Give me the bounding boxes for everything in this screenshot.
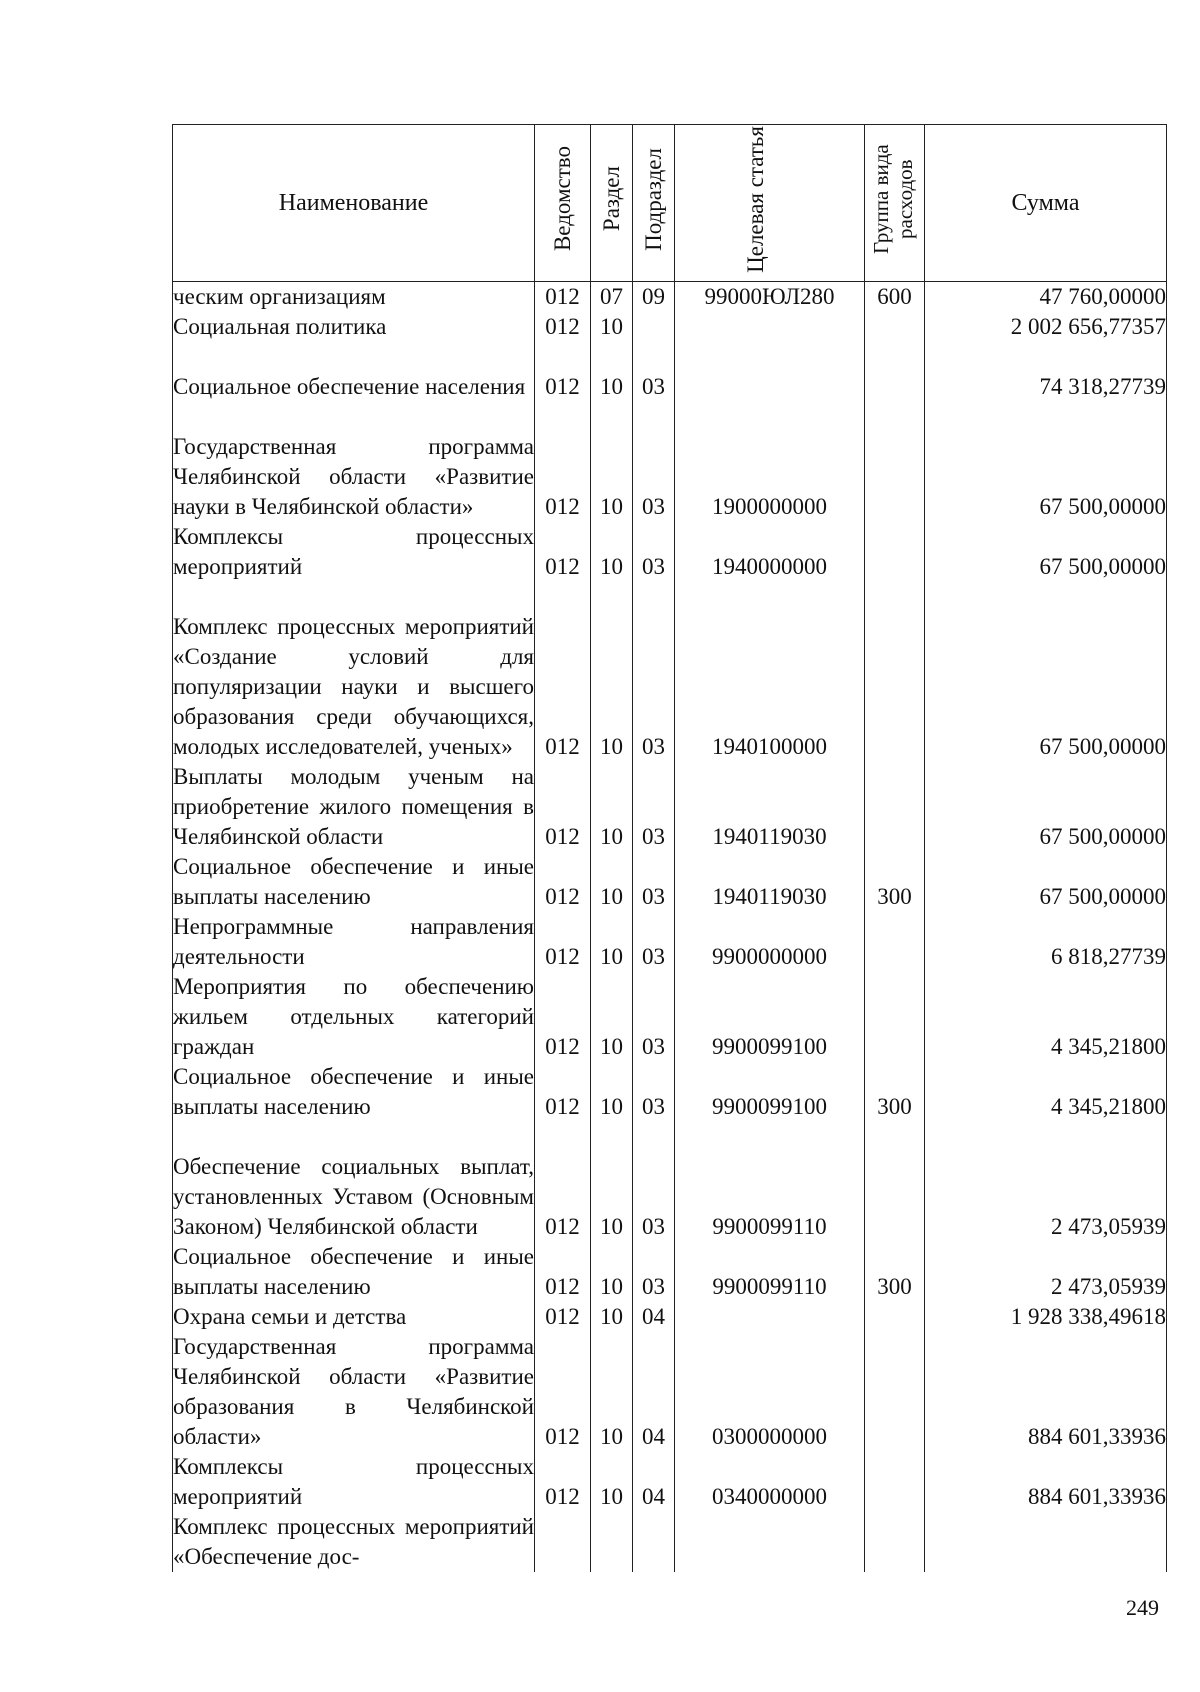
row-name-cell: Комплекс процессных мероприятий «Обеспечение дос- bbox=[173, 1512, 535, 1572]
row-celevaya-cell: 9900000000 bbox=[675, 912, 865, 972]
row-razdel-cell bbox=[591, 1512, 633, 1572]
row-vedomstvo-cell: 012 bbox=[535, 582, 591, 762]
row-podrazdel-cell: 04 bbox=[633, 1302, 675, 1332]
table-row bbox=[173, 522, 1167, 582]
row-razdel-cell: 10 bbox=[591, 1302, 633, 1332]
row-podrazdel-cell: 03 bbox=[633, 852, 675, 912]
table-row bbox=[173, 1332, 1167, 1452]
row-razdel-cell: 10 bbox=[591, 312, 633, 342]
row-razdel-cell: 10 bbox=[591, 912, 633, 972]
row-razdel-cell: 10 bbox=[591, 582, 633, 762]
header-name: Наименование bbox=[173, 125, 535, 282]
row-razdel-cell: 10 bbox=[591, 522, 633, 582]
row-podrazdel-cell: 03 bbox=[633, 582, 675, 762]
row-vedomstvo-cell: 012 bbox=[535, 282, 591, 313]
table-row bbox=[173, 312, 1167, 342]
header-summa: Сумма bbox=[925, 125, 1167, 282]
row-celevaya-cell bbox=[675, 1512, 865, 1572]
row-razdel-cell: 10 bbox=[591, 1332, 633, 1452]
row-celevaya-cell: 1940119030 bbox=[675, 852, 865, 912]
row-summa-cell: 47 760,00000 bbox=[925, 282, 1167, 313]
row-podrazdel-cell: 03 bbox=[633, 342, 675, 402]
table-body bbox=[173, 282, 1167, 1573]
header-gruppa-vida-raskhodov: Группа вида расходов bbox=[865, 125, 925, 282]
row-summa-cell: 74 318,27739 bbox=[925, 342, 1167, 402]
row-name-cell: Государственная программа Челябинской области «Развитие науки в Челябинской области» bbox=[173, 402, 535, 522]
row-gruppa-cell bbox=[865, 1302, 925, 1332]
row-vedomstvo-cell bbox=[535, 1512, 591, 1572]
row-celevaya-cell: 9900099110 bbox=[675, 1122, 865, 1242]
table-row bbox=[173, 852, 1167, 912]
row-name-cell: Выплаты молодым ученым на приобретение жилого помещения в Челябинской области bbox=[173, 762, 535, 852]
table-row bbox=[173, 1452, 1167, 1512]
row-summa-cell: 67 500,00000 bbox=[925, 402, 1167, 522]
row-gruppa-cell bbox=[865, 342, 925, 402]
row-summa-cell: 67 500,00000 bbox=[925, 522, 1167, 582]
row-vedomstvo-cell: 012 bbox=[535, 852, 591, 912]
row-vedomstvo-cell: 012 bbox=[535, 1302, 591, 1332]
row-celevaya-cell: 1940000000 bbox=[675, 522, 865, 582]
row-vedomstvo-cell: 012 bbox=[535, 1062, 591, 1122]
row-vedomstvo-cell: 012 bbox=[535, 912, 591, 972]
row-gruppa-cell bbox=[865, 522, 925, 582]
row-summa-cell bbox=[925, 1512, 1167, 1572]
row-celevaya-cell: 99000ЮЛ280 bbox=[675, 282, 865, 313]
row-gruppa-cell bbox=[865, 402, 925, 522]
table-row bbox=[173, 762, 1167, 852]
row-vedomstvo-cell: 012 bbox=[535, 312, 591, 342]
row-vedomstvo-cell: 012 bbox=[535, 342, 591, 402]
header-vedomstvo: Ведомство bbox=[535, 125, 591, 282]
row-vedomstvo-cell: 012 bbox=[535, 1242, 591, 1302]
row-gruppa-cell bbox=[865, 1512, 925, 1572]
budget-table bbox=[172, 124, 1167, 1572]
row-celevaya-cell: 1940119030 bbox=[675, 762, 865, 852]
row-name-cell: Социальное обеспечение и иные выплаты населению bbox=[173, 1242, 535, 1302]
table-row bbox=[173, 582, 1167, 762]
row-name-cell: Обеспечение социальных выплат, установленных Уставом (Основным Законом) Челябинской области bbox=[173, 1122, 535, 1242]
row-celevaya-cell: 9900099100 bbox=[675, 1062, 865, 1122]
row-name-cell: ческим организациям bbox=[173, 282, 535, 313]
row-gruppa-cell bbox=[865, 312, 925, 342]
row-summa-cell: 2 473,05939 bbox=[925, 1122, 1167, 1242]
row-name-cell: Охрана семьи и детства bbox=[173, 1302, 535, 1332]
row-name-cell: Комплекс процессных мероприятий «Создание условий для популяризации науки и высшего образования среди обучающихся, молодых исследователей, ученых» bbox=[173, 582, 535, 762]
row-podrazdel-cell: 03 bbox=[633, 912, 675, 972]
row-name-cell: Комплексы процессных мероприятий bbox=[173, 1452, 535, 1512]
row-podrazdel-cell: 09 bbox=[633, 282, 675, 313]
row-podrazdel-cell: 04 bbox=[633, 1452, 675, 1512]
table-row bbox=[173, 1242, 1167, 1302]
row-celevaya-cell: 0340000000 bbox=[675, 1452, 865, 1512]
row-gruppa-cell bbox=[865, 762, 925, 852]
row-gruppa-cell bbox=[865, 1452, 925, 1512]
row-summa-cell: 4 345,21800 bbox=[925, 1062, 1167, 1122]
row-podrazdel-cell: 03 bbox=[633, 1122, 675, 1242]
row-summa-cell: 67 500,00000 bbox=[925, 582, 1167, 762]
row-gruppa-cell bbox=[865, 912, 925, 972]
row-celevaya-cell: 9900099100 bbox=[675, 972, 865, 1062]
row-celevaya-cell: 9900099110 bbox=[675, 1242, 865, 1302]
row-podrazdel-cell bbox=[633, 312, 675, 342]
row-gruppa-cell: 300 bbox=[865, 1242, 925, 1302]
row-vedomstvo-cell: 012 bbox=[535, 972, 591, 1062]
row-razdel-cell: 10 bbox=[591, 1062, 633, 1122]
row-vedomstvo-cell: 012 bbox=[535, 1122, 591, 1242]
row-name-cell: Непрограммные направления деятельности bbox=[173, 912, 535, 972]
table-header bbox=[173, 125, 1167, 282]
row-vedomstvo-cell: 012 bbox=[535, 522, 591, 582]
row-celevaya-cell bbox=[675, 342, 865, 402]
row-name-cell: Социальное обеспечение и иные выплаты населению bbox=[173, 852, 535, 912]
row-summa-cell: 67 500,00000 bbox=[925, 852, 1167, 912]
page-number: 249 bbox=[1126, 1595, 1159, 1620]
row-razdel-cell: 10 bbox=[591, 1122, 633, 1242]
header-podrazdel: Подраздел bbox=[633, 125, 675, 282]
row-celevaya-cell bbox=[675, 312, 865, 342]
row-gruppa-cell bbox=[865, 1122, 925, 1242]
row-name-cell: Социальная политика bbox=[173, 312, 535, 342]
row-gruppa-cell: 300 bbox=[865, 1062, 925, 1122]
table-row bbox=[173, 1122, 1167, 1242]
row-podrazdel-cell bbox=[633, 1512, 675, 1572]
row-name-cell: Социальное обеспечение населения bbox=[173, 342, 535, 402]
row-razdel-cell: 10 bbox=[591, 342, 633, 402]
row-celevaya-cell bbox=[675, 1302, 865, 1332]
row-razdel-cell: 07 bbox=[591, 282, 633, 313]
table-row bbox=[173, 342, 1167, 402]
row-summa-cell: 2 473,05939 bbox=[925, 1242, 1167, 1302]
row-gruppa-cell: 300 bbox=[865, 852, 925, 912]
row-razdel-cell: 10 bbox=[591, 852, 633, 912]
table-row bbox=[173, 912, 1167, 972]
row-vedomstvo-cell: 012 bbox=[535, 762, 591, 852]
row-summa-cell: 1 928 338,49618 bbox=[925, 1302, 1167, 1332]
row-summa-cell: 4 345,21800 bbox=[925, 972, 1167, 1062]
row-name-cell: Комплексы процессных мероприятий bbox=[173, 522, 535, 582]
row-vedomstvo-cell: 012 bbox=[535, 402, 591, 522]
table-row bbox=[173, 972, 1167, 1062]
row-podrazdel-cell: 03 bbox=[633, 1242, 675, 1302]
row-razdel-cell: 10 bbox=[591, 972, 633, 1062]
row-summa-cell: 67 500,00000 bbox=[925, 762, 1167, 852]
row-summa-cell: 884 601,33936 bbox=[925, 1332, 1167, 1452]
row-podrazdel-cell: 03 bbox=[633, 762, 675, 852]
row-razdel-cell: 10 bbox=[591, 1242, 633, 1302]
row-gruppa-cell bbox=[865, 582, 925, 762]
row-vedomstvo-cell: 012 bbox=[535, 1452, 591, 1512]
row-razdel-cell: 10 bbox=[591, 762, 633, 852]
row-razdel-cell: 10 bbox=[591, 1452, 633, 1512]
row-celevaya-cell: 1900000000 bbox=[675, 402, 865, 522]
row-vedomstvo-cell: 012 bbox=[535, 1332, 591, 1452]
row-gruppa-cell bbox=[865, 1332, 925, 1452]
row-razdel-cell: 10 bbox=[591, 402, 633, 522]
row-celevaya-cell: 0300000000 bbox=[675, 1332, 865, 1452]
row-celevaya-cell: 1940100000 bbox=[675, 582, 865, 762]
row-podrazdel-cell: 03 bbox=[633, 402, 675, 522]
table-row bbox=[173, 402, 1167, 522]
row-gruppa-cell bbox=[865, 972, 925, 1062]
table-row bbox=[173, 1512, 1167, 1572]
row-podrazdel-cell: 03 bbox=[633, 972, 675, 1062]
row-podrazdel-cell: 03 bbox=[633, 1062, 675, 1122]
row-name-cell: Социальное обеспечение и иные выплаты населению bbox=[173, 1062, 535, 1122]
table-row bbox=[173, 1062, 1167, 1122]
row-name-cell: Мероприятия по обеспечению жильем отдельных категорий граждан bbox=[173, 972, 535, 1062]
row-summa-cell: 6 818,27739 bbox=[925, 912, 1167, 972]
row-gruppa-cell: 600 bbox=[865, 282, 925, 313]
row-podrazdel-cell: 04 bbox=[633, 1332, 675, 1452]
row-name-cell: Государственная программа Челябинской области «Развитие образования в Челябинской области» bbox=[173, 1332, 535, 1452]
table-row bbox=[173, 1302, 1167, 1332]
header-razdel: Раздел bbox=[591, 125, 633, 282]
table-row bbox=[173, 282, 1167, 313]
row-summa-cell: 2 002 656,77357 bbox=[925, 312, 1167, 342]
row-summa-cell: 884 601,33936 bbox=[925, 1452, 1167, 1512]
header-celevaya-statya: Целевая статья bbox=[675, 125, 865, 282]
row-podrazdel-cell: 03 bbox=[633, 522, 675, 582]
